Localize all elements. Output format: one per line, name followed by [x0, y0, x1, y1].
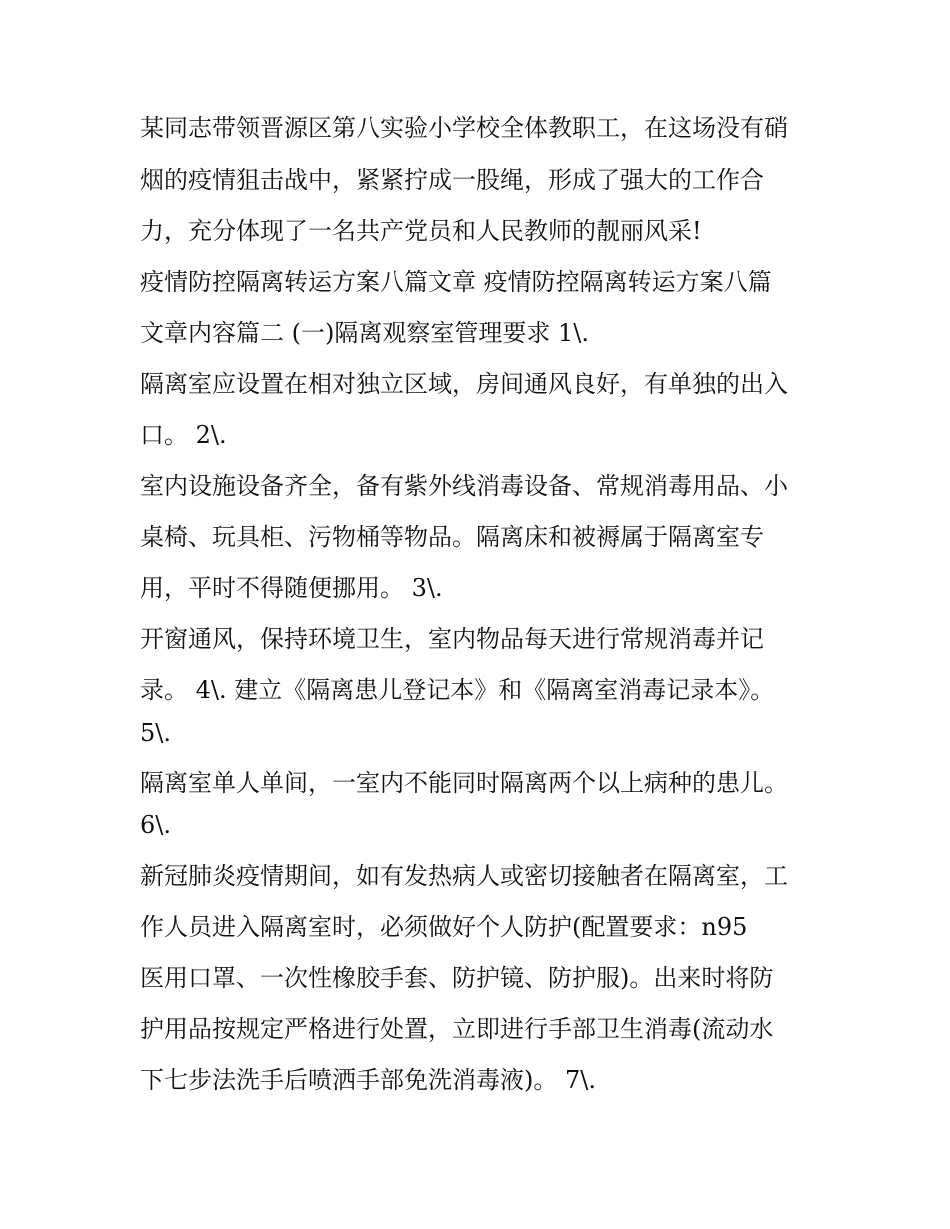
text-line: 用，平时不得随便挪用。 3\.: [140, 574, 443, 602]
text-line: 6\.: [140, 811, 171, 839]
text-line: 隔离室单人单间，一室内不能同时隔离两个以上病种的患儿。: [140, 769, 788, 797]
text-line: 录。 4\. 建立《隔离患儿登记本》和《隔离室消毒记录本》。: [140, 676, 775, 704]
text-line: 桌椅、玩具柜、污物桶等物品。隔离床和被褥属于隔离室专: [140, 523, 764, 551]
text-line: 某同志带领晋源区第八实验小学校全体教职工，在这场没有硝: [140, 114, 788, 142]
text-line: 下七步法洗手后喷洒手部免洗消毒液)。 7\.: [140, 1066, 596, 1094]
text-line: 文章内容篇二 (一)隔离观察室管理要求 1\.: [140, 319, 589, 347]
text-line: 5\.: [140, 719, 171, 747]
text-line: 医用口罩、一次性橡胶手套、防护镜、防护服)。出来时将防: [140, 964, 774, 992]
text-line: 室内设施设备齐全，备有紫外线消毒设备、常规消毒用品、小: [140, 472, 788, 500]
text-line: 护用品按规定严格进行处置，立即进行手部卫生消毒(流动水: [140, 1015, 774, 1043]
text-line: 烟的疫情狙击战中，紧紧拧成一股绳，形成了强大的工作合: [140, 166, 764, 194]
text-line: 力，充分体现了一名共产党员和人民教师的靓丽风采!: [140, 217, 702, 245]
text-line: 新冠肺炎疫情期间，如有发热病人或密切接触者在隔离室，工: [140, 862, 788, 890]
text-line: 作人员进入隔离室时，必须做好个人防护(配置要求：n95: [140, 913, 748, 941]
text-line: 疫情防控隔离转运方案八篇文章 疫情防控隔离转运方案八篇: [140, 268, 772, 296]
text-line: 隔离室应设置在相对独立区域，房间通风良好，有单独的出入: [140, 370, 788, 398]
text-line: 口。 2\.: [140, 421, 227, 449]
text-line: 开窗通风，保持环境卫生，室内物品每天进行常规消毒并记: [140, 625, 764, 653]
